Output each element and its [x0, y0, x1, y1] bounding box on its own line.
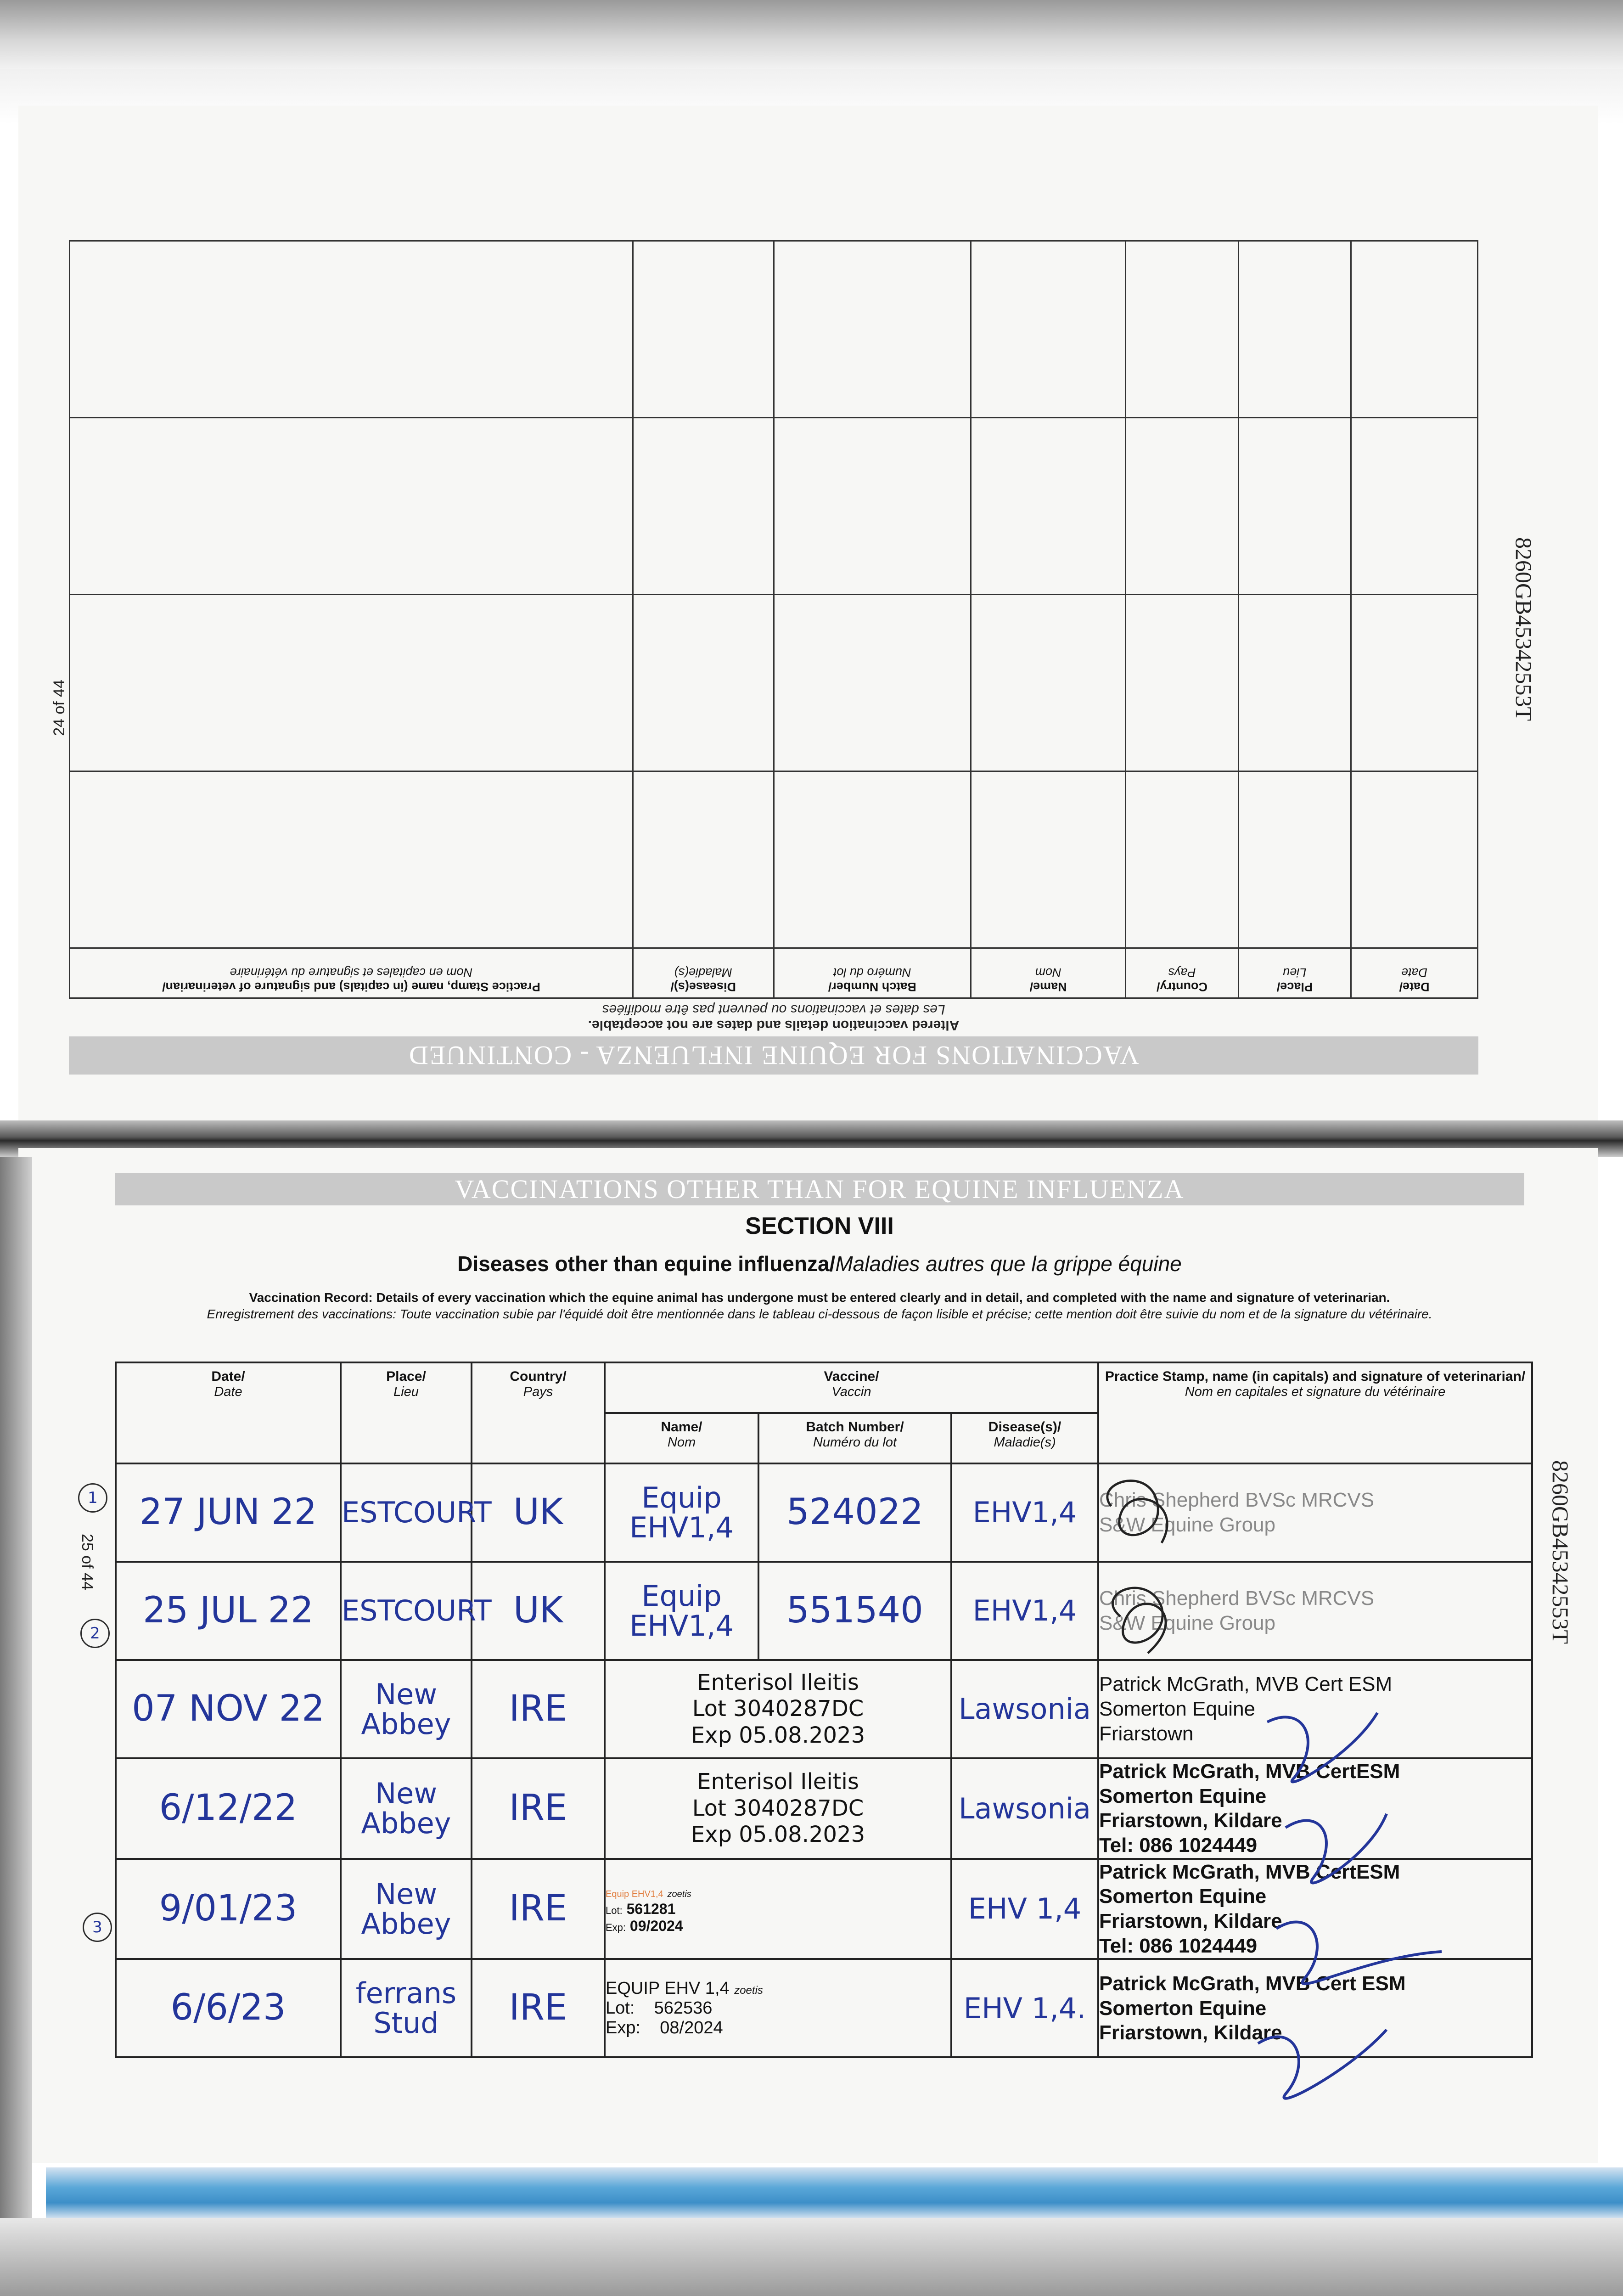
header-place: Place/ Lieu	[341, 1362, 472, 1463]
row5-vaccine-name: Equip EHV1,4	[606, 1889, 663, 1899]
row2-place: ESTCOURT	[341, 1562, 472, 1660]
row-marker-2: 2	[80, 1619, 110, 1648]
header-name: Name/ Nom	[605, 1413, 758, 1463]
scan-top-edge	[0, 0, 1623, 69]
signature-scribble-3	[1267, 1713, 1377, 1782]
row3-country: IRE	[472, 1660, 605, 1758]
row6-disease: EHV 1,4.	[951, 1959, 1098, 2057]
row2-vaccine-name: Equip EHV1,4	[605, 1562, 758, 1660]
signature-scribble-2	[1112, 1588, 1166, 1653]
upper-note	[69, 1002, 1478, 1033]
upper-col-disease: Disease(s)/ Maladie(s)	[633, 948, 774, 998]
row6-vet-practice: Somerton Equine	[1099, 1997, 1267, 2020]
row6-expiry: 08/2024	[660, 2018, 723, 2037]
section-subtitle: Diseases other than equine influenza/Maladies autres que la grippe équine	[457, 1252, 1182, 1276]
row5-maker: zoetis	[667, 1889, 691, 1899]
row3-batch: Lot 3040287DC	[692, 1696, 864, 1722]
row6-vaccine-name: EQUIP EHV 1,4	[606, 1978, 730, 1998]
scan-bottom-edge	[0, 2218, 1623, 2296]
row4-vet-phone: Tel: 086 1024449	[1099, 1834, 1258, 1857]
row4-place: New Abbey	[341, 1758, 472, 1859]
row5-expiry: 09/2024	[629, 1917, 683, 1934]
row5-country: IRE	[472, 1859, 605, 1959]
upper-col-name: Name/ Nom	[971, 948, 1125, 998]
signature-scribble-4	[1286, 1814, 1387, 1883]
row4-vet-name: Patrick McGrath, MVB CertESM	[1099, 1760, 1400, 1783]
row2-country: UK	[472, 1562, 605, 1660]
row3-vet-practice: Somerton Equine	[1099, 1698, 1256, 1721]
row5-disease: EHV 1,4	[951, 1859, 1098, 1959]
upper-col-country: Country/ Pays	[1126, 948, 1238, 998]
lower-document-id: 8260GB45342553T	[1548, 1460, 1573, 1644]
section-title: SECTION VIII	[745, 1213, 894, 1239]
upper-grid-header	[70, 948, 1478, 998]
row2-vet-name: Chris Shepherd BVSc MRCVS	[1099, 1587, 1375, 1610]
header-date: Date/ Date	[116, 1362, 341, 1463]
row2-disease: EHV1,4	[951, 1562, 1098, 1660]
row4-vaccine-name: Enterisol Ileitis	[697, 1768, 859, 1795]
row3-vet-name: Patrick McGrath, MVB Cert ESM	[1099, 1673, 1393, 1696]
row6-vet-name: Patrick McGrath, MVB Cert ESM	[1099, 1972, 1406, 1995]
upper-col-practice: Practice Stamp, name (in capitals) and signature of veterinarian/ Nom en capitales et signature du vétérinaire	[70, 948, 633, 998]
row1-country: UK	[472, 1463, 605, 1562]
row3-disease: Lawsonia	[951, 1660, 1098, 1758]
row5-vaccine-stamp	[605, 1859, 951, 1959]
upper-vaccination-table-rotated	[69, 156, 1478, 1075]
upper-col-place: Place/ Lieu	[1238, 948, 1351, 998]
row1-vet-name: Chris Shepherd BVSc MRCVS	[1099, 1489, 1375, 1512]
row1-vaccine-name: Equip EHV1,4	[605, 1463, 758, 1562]
header-batch: Batch Number/ Numéro du lot	[758, 1413, 951, 1463]
upper-col-batch: Batch Number/ Numéro du lot	[774, 948, 971, 998]
row-marker-1: 1	[78, 1483, 107, 1513]
row5-lot-label: Lot:	[606, 1904, 623, 1916]
row4-country: IRE	[472, 1758, 605, 1859]
row1-vet-practice: S&W Equine Group	[1099, 1514, 1275, 1536]
row6-lot-label: Lot:	[606, 1998, 635, 2018]
instruction-en: Vaccination Record: Details of every vaccination which the equine animal has undergone must be entered clearly and in detail, and completed with the name and signature of veterinarian.	[249, 1290, 1390, 1305]
upper-empty-row	[70, 771, 1478, 948]
row3-place: New Abbey	[341, 1660, 472, 1758]
upper-empty-row	[70, 241, 1478, 418]
row4-batch: Lot 3040287DC	[692, 1795, 864, 1821]
signature-scribble-5	[1276, 1922, 1442, 1984]
row5-vet-practice: Somerton Equine	[1099, 1885, 1267, 1908]
upper-note-fr: Les dates et vaccinations ou peuvent pas être modifiées	[602, 1002, 945, 1017]
upper-empty-row	[70, 595, 1478, 771]
instructions	[115, 1289, 1524, 1322]
row6-date: 6/6/23	[116, 1959, 341, 2057]
lower-page-number: 25 of 44	[79, 1534, 96, 1590]
row6-vaccine-stamp	[605, 1959, 951, 2057]
row5-place: New Abbey	[341, 1859, 472, 1959]
row4-expiry: Exp 05.08.2023	[691, 1822, 865, 1848]
row1-batch: 524022	[758, 1463, 951, 1562]
row2-batch: 551540	[758, 1562, 951, 1660]
lower-banner: VACCINATIONS OTHER THAN FOR EQUINE INFLUENZA	[115, 1173, 1524, 1205]
header-country: Country/ Pays	[472, 1362, 605, 1463]
scan-left-edge	[0, 1157, 32, 2296]
upper-banner: VACCINATIONS FOR EQUINE INFLUENZA - CONTINUED	[69, 1036, 1478, 1075]
scan-bottom-blue-edge	[46, 2167, 1623, 2218]
table-header-row-1	[116, 1362, 1532, 1413]
instruction-fr: Enregistrement des vaccinations: Toute vaccination subie par l'équidé doit être mentionnée dans le tableau ci-dessous de façon lisible et précise; cette mention doit être suivie du nom et de la signature du vétérinaire.	[207, 1307, 1432, 1321]
header-vaccine: Vaccine/ Vaccin	[605, 1362, 1098, 1413]
row5-batch: 561281	[626, 1900, 676, 1917]
signature-scribble-1	[1107, 1481, 1167, 1543]
row5-vet-address: Friarstown, Kildare	[1099, 1910, 1282, 1933]
row6-batch: 562536	[654, 1998, 713, 2018]
row3-expiry: Exp 05.08.2023	[691, 1722, 865, 1748]
row6-maker: zoetis	[734, 1984, 763, 1997]
row4-disease: Lawsonia	[951, 1758, 1098, 1859]
row6-vet-address: Friarstown, Kildare	[1099, 2021, 1282, 2044]
upper-note-en: Altered vaccination details and dates are not acceptable.	[588, 1018, 960, 1033]
row3-vaccine-name: Enterisol Ileitis	[697, 1669, 859, 1695]
row2-vet-practice: S&W Equine Group	[1099, 1612, 1275, 1634]
header-practice: Practice Stamp, name (in capitals) and signature of veterinarian/ Nom en capitales et signature du vétérinaire	[1098, 1362, 1532, 1463]
row5-vet-phone: Tel: 086 1024449	[1099, 1934, 1258, 1957]
row4-vet-address: Friarstown, Kildare	[1099, 1809, 1282, 1832]
upper-document-id: 8260GB45342553T	[1511, 537, 1537, 721]
row4-date: 6/12/22	[116, 1758, 341, 1859]
row1-disease: EHV1,4	[951, 1463, 1098, 1562]
row5-vet-name: Patrick McGrath, MVB CertESM	[1099, 1860, 1400, 1883]
row3-vet-address: Friarstown	[1099, 1722, 1194, 1745]
row5-date: 9/01/23	[116, 1859, 341, 1959]
row6-country: IRE	[472, 1959, 605, 2057]
row6-place: ferrans Stud	[341, 1959, 472, 2057]
upper-col-date: Date/ Date	[1351, 948, 1477, 998]
row-marker-3: 3	[83, 1913, 112, 1942]
row5-exp-label: Exp:	[606, 1921, 626, 1933]
upper-empty-row	[70, 418, 1478, 595]
header-disease: Disease(s)/ Maladie(s)	[951, 1413, 1098, 1463]
row1-date: 27 JUN 22	[116, 1463, 341, 1562]
row3-date: 07 NOV 22	[116, 1660, 341, 1758]
veterinarian-signatures	[1093, 1465, 1506, 2131]
row1-place: ESTCOURT	[341, 1463, 472, 1562]
row6-exp-label: Exp:	[606, 2018, 641, 2037]
signature-scribble-6	[1258, 2030, 1387, 2099]
upper-page-number: 24 of 44	[51, 680, 68, 736]
row3-vaccine-stamp	[605, 1660, 951, 1758]
row4-vaccine-stamp	[605, 1758, 951, 1859]
row4-vet-practice: Somerton Equine	[1099, 1784, 1267, 1807]
upper-grid	[69, 240, 1478, 999]
row2-date: 25 JUL 22	[116, 1562, 341, 1660]
